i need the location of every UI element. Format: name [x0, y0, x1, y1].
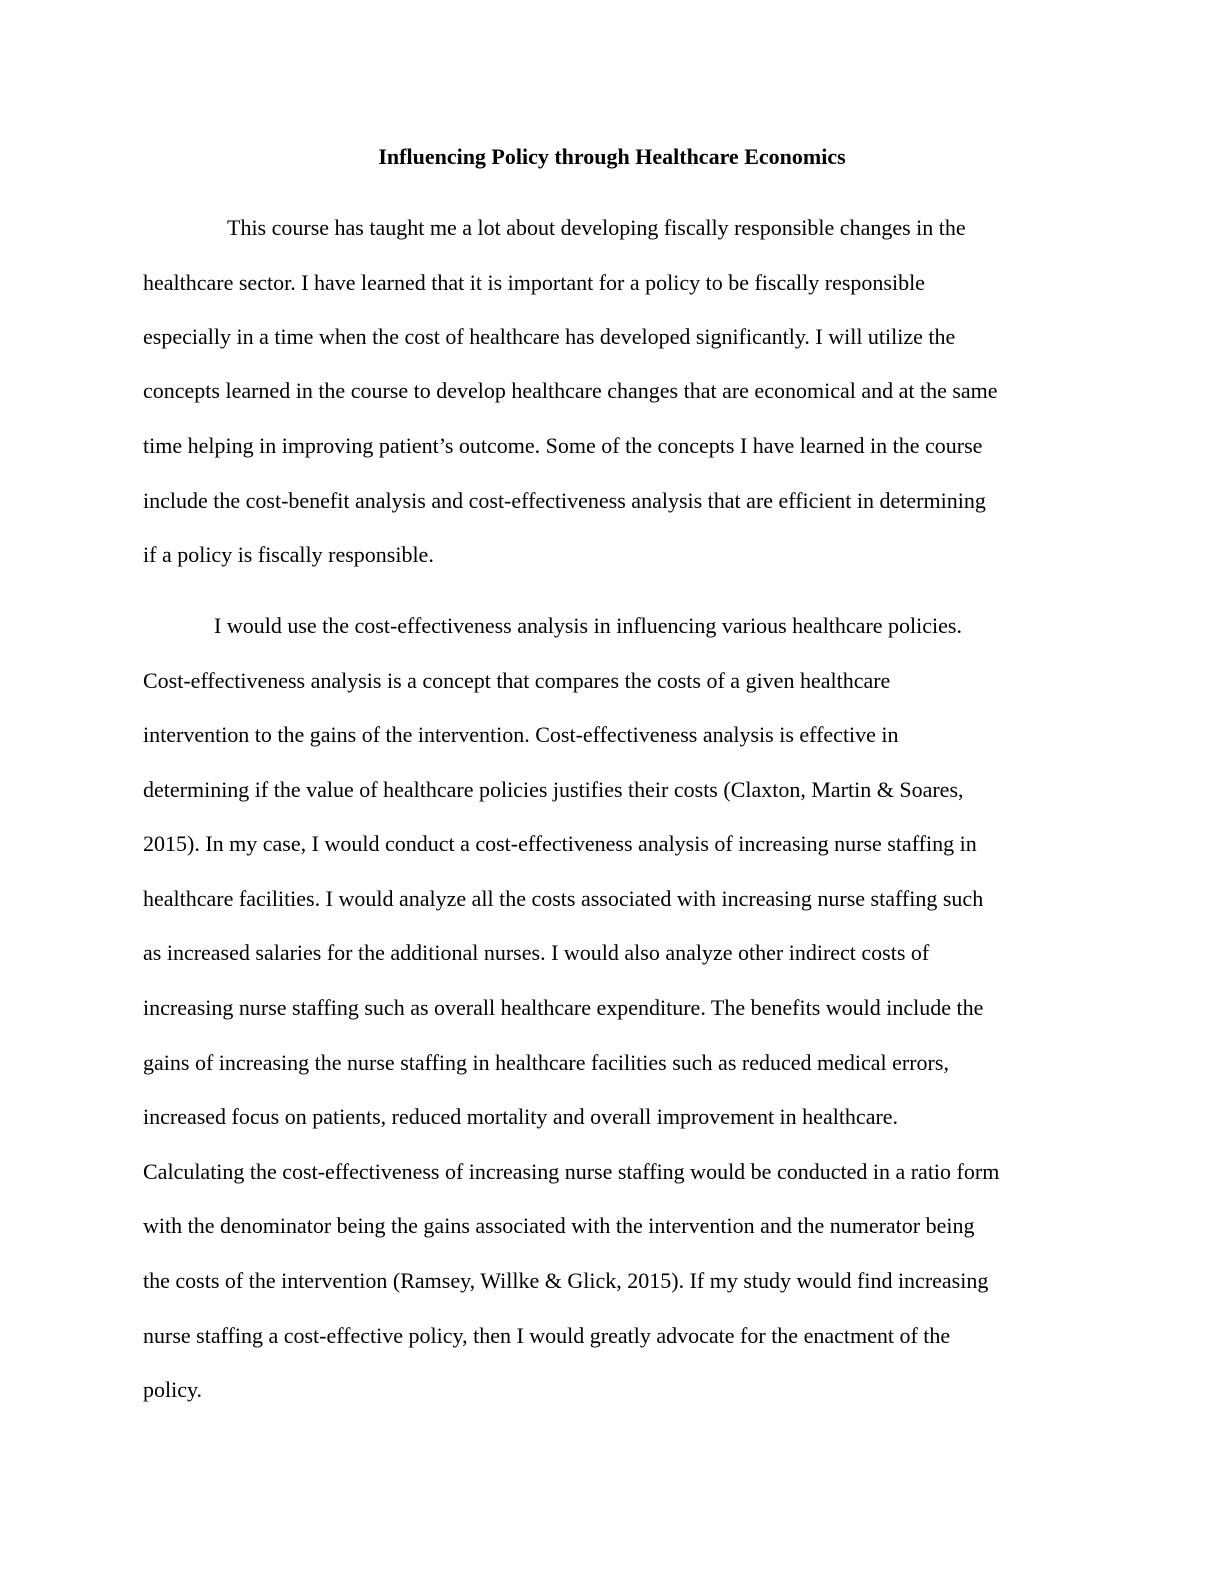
paragraph-1-line-2: healthcare sector. I have learned that it is important for a policy to be fiscally responsible — [143, 270, 925, 295]
paragraph-2-line-12: with the denominator being the gains associated with the intervention and the numerator being — [143, 1213, 975, 1238]
paragraph-1-line-1: This course has taught me a lot about developing fiscally responsible changes in the — [227, 215, 966, 240]
paragraph-2-line-3: intervention to the gains of the intervention. Cost-effectiveness analysis is effective in — [143, 722, 899, 747]
paragraph-1-line-6: include the cost-benefit analysis and cost-effectiveness analysis that are efficient in determining — [143, 488, 986, 513]
paragraph-2-line-15: policy. — [143, 1377, 203, 1402]
paragraph-2-line-8: increasing nurse staffing such as overall healthcare expenditure. The benefits would include the — [143, 995, 984, 1020]
paragraph-2-line-2: Cost-effectiveness analysis is a concept that compares the costs of a given healthcare — [143, 668, 891, 693]
paragraph-2-line-4: determining if the value of healthcare policies justifies their costs (Claxton, Martin & Soares, — [143, 777, 964, 802]
paragraph-1-line-7: if a policy is fiscally responsible. — [143, 542, 434, 567]
paragraph-2-line-1: I would use the cost-effectiveness analysis in influencing various healthcare policies. — [214, 613, 962, 638]
document-title: Influencing Policy through Healthcare Economics — [378, 144, 846, 169]
paragraph-2-line-6: healthcare facilities. I would analyze all the costs associated with increasing nurse staffing such — [143, 886, 984, 911]
paragraph-1-line-5: time helping in improving patient’s outcome. Some of the concepts I have learned in the course — [143, 433, 983, 458]
paragraph-2-line-7: as increased salaries for the additional nurses. I would also analyze other indirect costs of — [143, 940, 930, 965]
paragraph-2-line-11: Calculating the cost-effectiveness of increasing nurse staffing would be conducted in a ratio form — [143, 1159, 1000, 1184]
paragraph-1-line-3: especially in a time when the cost of healthcare has developed significantly. I will utilize the — [143, 324, 956, 349]
paragraph-2-line-13: the costs of the intervention (Ramsey, Willke & Glick, 2015). If my study would find increasing — [143, 1268, 989, 1293]
paragraph-2-line-5: 2015). In my case, I would conduct a cost-effectiveness analysis of increasing nurse staffing in — [143, 831, 977, 856]
paragraph-2-line-9: gains of increasing the nurse staffing in healthcare facilities such as reduced medical errors, — [143, 1050, 949, 1075]
paragraph-1-line-4: concepts learned in the course to develop healthcare changes that are economical and at the same — [143, 378, 998, 403]
paragraph-2-line-14: nurse staffing a cost-effective policy, then I would greatly advocate for the enactment of the — [143, 1323, 951, 1348]
paragraph-2-line-10: increased focus on patients, reduced mortality and overall improvement in healthcare. — [143, 1104, 899, 1129]
